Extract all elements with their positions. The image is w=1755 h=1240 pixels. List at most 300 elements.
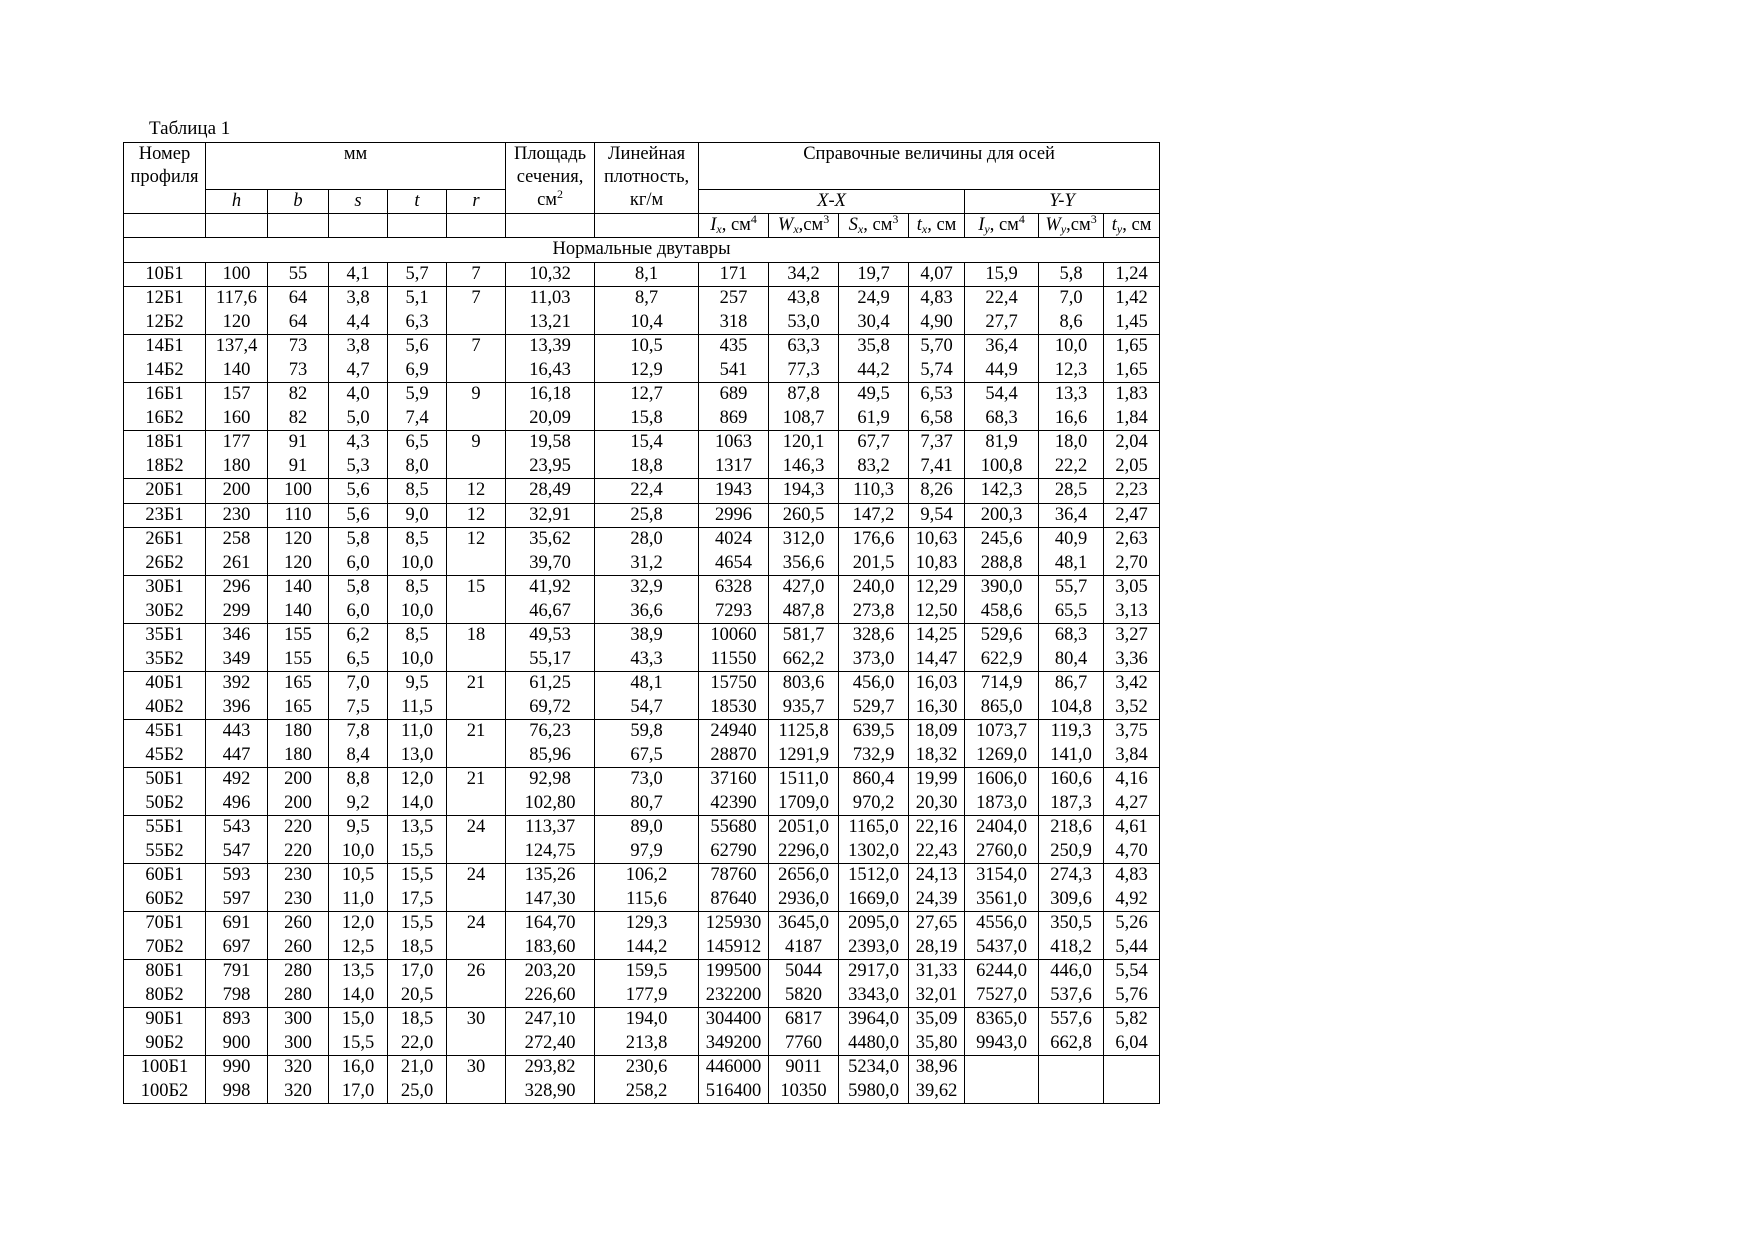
cell-value: 97,9 [630, 840, 663, 861]
cell-value: 250,9 [1050, 840, 1092, 861]
table-row [124, 335, 1160, 383]
cell-value: 14,47 [915, 648, 958, 669]
cell-t [388, 720, 447, 768]
cell-value: 1291,9 [778, 744, 829, 765]
cell-value: 10,32 [529, 263, 571, 284]
cell-value: 4,83 [920, 288, 953, 308]
cell-value: 19,58 [529, 432, 571, 452]
section-title: Нормальные двутавры [124, 238, 1160, 263]
cell-value: 2051,0 [778, 817, 829, 837]
cell-value: 135,26 [524, 865, 576, 885]
cell-value: 35Б2 [145, 648, 184, 669]
cell-value: 22,0 [400, 1032, 434, 1053]
cell-value: 4,4 [346, 311, 370, 332]
cell-value: 2404,0 [976, 817, 1027, 837]
cell-profiles [124, 431, 206, 479]
cell-value: 320 [284, 1080, 312, 1101]
cell-value: 61,9 [857, 407, 890, 428]
cell-wx [769, 672, 839, 720]
cell-b [268, 768, 329, 816]
cell-value: 1,42 [1115, 288, 1148, 308]
cell-value: 541 [719, 359, 748, 380]
cell-value: 296 [222, 577, 251, 597]
cell-sx [839, 576, 909, 624]
cell-value: 3,84 [1115, 744, 1148, 765]
cell-value: 273,8 [852, 600, 895, 621]
cell-h [206, 576, 268, 624]
cell-iy [965, 528, 1039, 576]
cell-value: 547 [222, 840, 251, 861]
cell-density [595, 1008, 699, 1056]
cell-value: 35,62 [529, 529, 571, 549]
cell-ix [699, 431, 769, 479]
cell-value: 36,4 [985, 336, 1018, 356]
cell-wx [769, 768, 839, 816]
cell-density [595, 335, 699, 383]
header-mm: мм [206, 143, 506, 190]
cell-value: 7760 [785, 1032, 823, 1053]
cell-value: 492 [222, 769, 251, 789]
cell-value: 104,8 [1050, 696, 1092, 717]
cell-r: 9 [447, 431, 506, 479]
cell-value: 4,07 [920, 263, 953, 284]
cell-h [206, 503, 268, 528]
cell-value: 312,0 [782, 529, 825, 549]
cell-wx [769, 431, 839, 479]
cell-value: 516400 [705, 1080, 762, 1101]
cell-value: 5820 [785, 984, 823, 1005]
cell-value: 36,4 [1054, 504, 1088, 525]
cell-ix [699, 262, 769, 287]
cell-profiles [124, 624, 206, 672]
cell-value: 232200 [705, 984, 762, 1005]
cell-value: 7,0 [346, 673, 370, 693]
cell-value: 54,4 [985, 384, 1018, 404]
cell-s [329, 912, 388, 960]
cell-profiles [124, 528, 206, 576]
cell-ty [1104, 431, 1160, 479]
cell-sx [839, 503, 909, 528]
cell-value: 7293 [715, 600, 753, 621]
cell-tx [909, 528, 965, 576]
cell-value: 26Б2 [145, 552, 184, 573]
table-row [124, 1008, 1160, 1056]
cell-value: 998 [222, 1080, 251, 1101]
cell-ix [699, 624, 769, 672]
cell-value: 5,76 [1115, 984, 1148, 1005]
cell-value: 4,7 [346, 359, 370, 380]
cell-wy [1039, 1056, 1104, 1104]
cell-density [595, 1056, 699, 1104]
header-axis-xx: X-X [699, 190, 965, 214]
cell-ix [699, 479, 769, 504]
cell-ix [699, 503, 769, 528]
cell-h [206, 383, 268, 431]
cell-value: 4024 [715, 529, 753, 549]
cell-value: 43,8 [787, 288, 820, 308]
cell-ix [699, 576, 769, 624]
cell-value: 18Б1 [145, 432, 184, 452]
cell-s [329, 624, 388, 672]
cell-value: 304400 [705, 1009, 762, 1029]
cell-tx [909, 503, 965, 528]
cell-area [506, 768, 595, 816]
cell-value: 662,8 [1050, 1032, 1092, 1053]
cell-value: 32,91 [529, 504, 571, 525]
cell-s [329, 383, 388, 431]
header-iy: $I_y$, $см^4$ [965, 214, 1039, 238]
cell-t [388, 912, 447, 960]
cell-ix [699, 912, 769, 960]
cell-iy [965, 768, 1039, 816]
cell-value: 280 [284, 984, 312, 1005]
cell-h [206, 720, 268, 768]
cell-value: 213,8 [625, 1032, 668, 1053]
table-row [124, 672, 1160, 720]
header-area: Площадь сечения, $см^2$ [506, 143, 595, 214]
cell-value: 328,90 [524, 1080, 576, 1101]
cell-value: 230,6 [625, 1057, 668, 1077]
cell-ix [699, 816, 769, 864]
cell-value: 27,65 [915, 913, 958, 933]
cell-value: 18,0 [1054, 432, 1088, 452]
cell-value: 10,5 [630, 336, 663, 356]
cell-ty [1104, 335, 1160, 383]
cell-tx [909, 672, 965, 720]
cell-value: 13,39 [529, 336, 571, 356]
cell-value: 258 [222, 529, 251, 549]
cell-s [329, 816, 388, 864]
cell-value: 529,7 [852, 696, 895, 717]
cell-value: 2,04 [1115, 432, 1148, 452]
cell-value: 10Б1 [145, 263, 184, 284]
cell-value: 10,0 [400, 600, 434, 621]
cell-value: 24,13 [915, 865, 958, 885]
header-ty: $t_y$, см [1104, 214, 1160, 238]
cell-value: 115,6 [626, 888, 668, 909]
cell-value: 165 [284, 673, 312, 693]
table-row [124, 1056, 1160, 1104]
cell-value: 447 [222, 744, 251, 765]
cell-density [595, 479, 699, 504]
cell-value: 6,04 [1115, 1032, 1148, 1053]
cell-h [206, 960, 268, 1008]
cell-ix [699, 287, 769, 335]
cell-value: 11,03 [529, 288, 571, 308]
cell-value: 17,5 [400, 888, 434, 909]
cell-value: 15,8 [630, 407, 663, 428]
cell-tx [909, 1008, 965, 1056]
cell-value: 318 [719, 311, 748, 332]
cell-value: 10,63 [915, 529, 958, 549]
cell-value: 1,65 [1115, 336, 1148, 356]
cell-r: 24 [447, 816, 506, 864]
cell-value: 13,21 [529, 311, 571, 332]
cell-value: 44,9 [985, 359, 1018, 380]
cell-b [268, 816, 329, 864]
cell-h [206, 864, 268, 912]
cell-value: 5234,0 [848, 1057, 899, 1077]
cell-value: 160 [222, 407, 251, 428]
cell-value: 6,53 [920, 384, 953, 404]
cell-sx [839, 1008, 909, 1056]
cell-wy [1039, 503, 1104, 528]
cell-value: 803,6 [782, 673, 825, 693]
cell-value: 20,5 [400, 984, 434, 1005]
cell-value: 8,4 [346, 744, 370, 765]
cell-value: 87,8 [787, 384, 820, 404]
table-row [124, 864, 1160, 912]
cell-iy [965, 864, 1039, 912]
cell-value: 35,80 [915, 1032, 958, 1053]
cell-profiles [124, 576, 206, 624]
cell-value: 40Б2 [145, 696, 184, 717]
cell-value: 11,0 [342, 888, 374, 909]
cell-sx [839, 528, 909, 576]
cell-value: 4,1 [346, 263, 370, 284]
cell-value: 10,0 [400, 648, 434, 669]
cell-h [206, 624, 268, 672]
cell-t [388, 479, 447, 504]
cell-value: 49,5 [857, 384, 890, 404]
cell-profiles [124, 768, 206, 816]
cell-value: 16Б1 [145, 384, 184, 404]
cell-value: 2996 [715, 504, 753, 525]
cell-value: 9,5 [346, 817, 370, 837]
cell-b [268, 1056, 329, 1104]
cell-value: 59,8 [630, 721, 663, 741]
cell-area [506, 431, 595, 479]
cell-value: 15,0 [341, 1009, 375, 1029]
cell-iy [965, 672, 1039, 720]
cell-tx [909, 960, 965, 1008]
cell-value: 3,75 [1115, 721, 1148, 741]
cell-value: 40Б1 [145, 673, 184, 693]
empty-cell [595, 214, 699, 238]
cell-value: 20Б1 [145, 480, 184, 500]
cell-value: 18Б2 [145, 455, 184, 476]
cell-value: 19,99 [915, 769, 958, 789]
cell-value: 8,6 [1059, 311, 1083, 332]
cell-value: 1269,0 [976, 744, 1027, 765]
cell-value: 18,32 [915, 744, 958, 765]
cell-value: 200,3 [980, 504, 1023, 525]
cell-value: 4187 [785, 936, 823, 957]
cell-s [329, 864, 388, 912]
cell-value: 24,39 [915, 888, 958, 909]
cell-value: 70Б2 [145, 936, 184, 957]
cell-h [206, 912, 268, 960]
cell-value: 40,9 [1054, 529, 1088, 549]
cell-s [329, 335, 388, 383]
cell-value: 8,5 [405, 480, 429, 500]
cell-h [206, 816, 268, 864]
cell-value: 194,0 [625, 1009, 668, 1029]
cell-value: 113,37 [524, 817, 576, 837]
cell-value: 10,5 [341, 865, 375, 885]
cell-value: 5,8 [346, 577, 370, 597]
cell-value: 6817 [785, 1009, 823, 1029]
header-dim-s: s [329, 190, 388, 214]
cell-wx [769, 262, 839, 287]
cell-value: 18,8 [630, 455, 663, 476]
cell-value: 90Б1 [145, 1009, 184, 1029]
cell-area [506, 528, 595, 576]
cell-value: 53,0 [787, 311, 820, 332]
cell-value: 4654 [715, 552, 753, 573]
cell-area [506, 960, 595, 1008]
cell-value: 87640 [710, 888, 757, 909]
cell-area [506, 262, 595, 287]
cell-wx [769, 720, 839, 768]
cell-value: 3,42 [1115, 673, 1148, 693]
table-row [124, 287, 1160, 335]
cell-value: 18,5 [400, 936, 434, 957]
cell-wx [769, 335, 839, 383]
cell-area [506, 912, 595, 960]
table-row [124, 624, 1160, 672]
cell-sx [839, 431, 909, 479]
cell-value: 2,47 [1115, 504, 1148, 525]
cell-value: 396 [222, 696, 251, 717]
cell-value: 12,50 [915, 600, 958, 621]
cell-value: 390,0 [980, 577, 1023, 597]
table-caption: Таблица 1 [149, 118, 231, 139]
table-row [124, 576, 1160, 624]
cell-value: 435 [719, 336, 748, 356]
cell-value: 38,9 [630, 625, 663, 645]
cell-value: 218,6 [1050, 817, 1092, 837]
cell-wy [1039, 960, 1104, 1008]
cell-value: 102,80 [524, 792, 576, 813]
cell-value: 83,2 [857, 455, 890, 476]
cell-value: 2917,0 [848, 961, 899, 981]
cell-sx [839, 479, 909, 504]
cell-value: 5,82 [1115, 1009, 1148, 1029]
header-dim-b: b [268, 190, 329, 214]
cell-value: 14,25 [915, 625, 958, 645]
empty-cell [506, 214, 595, 238]
cell-wx [769, 503, 839, 528]
cell-value: 1669,0 [848, 888, 899, 909]
cell-value: 17,0 [341, 1080, 375, 1101]
cell-value: 4,16 [1115, 769, 1148, 789]
cell-value: 110,3 [853, 480, 895, 500]
cell-iy [965, 1008, 1039, 1056]
cell-value: 697 [222, 936, 251, 957]
cell-value: 157 [222, 384, 251, 404]
cell-value: 100 [284, 480, 312, 500]
cell-value: 356,6 [782, 552, 825, 573]
cell-value: 1,84 [1115, 407, 1148, 428]
cell-value: 1317 [715, 455, 753, 476]
cell-area [506, 503, 595, 528]
cell-value: 164,70 [524, 913, 576, 933]
header-dim-r: r [447, 190, 506, 214]
header-axis-yy: Y-Y [965, 190, 1160, 214]
cell-b [268, 960, 329, 1008]
cell-r: 7 [447, 287, 506, 335]
cell-ty [1104, 479, 1160, 504]
cell-value: 28,49 [529, 480, 571, 500]
cell-value: 16,6 [1054, 407, 1088, 428]
cell-t [388, 672, 447, 720]
cell-value: 81,9 [985, 432, 1018, 452]
cell-iy [965, 960, 1039, 1008]
cell-value: 120 [284, 552, 312, 573]
cell-value: 31,2 [630, 552, 663, 573]
cell-value: 11,0 [401, 721, 433, 741]
cell-area [506, 479, 595, 504]
cell-value: 142,3 [980, 480, 1023, 500]
cell-value: 15,5 [341, 1032, 375, 1053]
cell-ix [699, 1056, 769, 1104]
cell-wx [769, 1056, 839, 1104]
cell-value: 110 [284, 504, 312, 525]
cell-value: 7,41 [920, 455, 953, 476]
cell-wy [1039, 816, 1104, 864]
cell-value: 144,2 [625, 936, 668, 957]
cell-ix [699, 864, 769, 912]
cell-area [506, 624, 595, 672]
header-tx: $t_x$, см [909, 214, 965, 238]
cell-value: 48,1 [1054, 552, 1088, 573]
cell-value: 14,0 [400, 792, 434, 813]
cell-value: 60Б1 [145, 865, 184, 885]
cell-value: 7,4 [405, 407, 429, 428]
cell-profiles [124, 672, 206, 720]
cell-value: 37160 [710, 769, 757, 789]
cell-value: 257 [719, 288, 748, 308]
cell-wy [1039, 528, 1104, 576]
cell-value: 28,0 [630, 529, 663, 549]
cell-value: 8365,0 [976, 1009, 1027, 1029]
cell-value: 124,75 [524, 840, 576, 861]
cell-value: 1073,7 [976, 721, 1027, 741]
cell-area [506, 720, 595, 768]
cell-value: 67,5 [630, 744, 663, 765]
cell-value: 100Б1 [140, 1057, 189, 1077]
cell-ty [1104, 1008, 1160, 1056]
cell-density [595, 576, 699, 624]
cell-sx [839, 912, 909, 960]
cell-iy [965, 1056, 1039, 1104]
cell-value: 165 [284, 696, 312, 717]
cell-value: 9,54 [920, 504, 953, 525]
cell-sx [839, 262, 909, 287]
cell-value: 82 [288, 384, 308, 404]
cell-ix [699, 335, 769, 383]
cell-sx [839, 720, 909, 768]
cell-iy [965, 912, 1039, 960]
cell-value: 68,3 [985, 407, 1018, 428]
cell-wx [769, 816, 839, 864]
cell-value: 30Б1 [145, 577, 184, 597]
cell-value: 1063 [715, 432, 753, 452]
cell-iy [965, 262, 1039, 287]
cell-wy [1039, 335, 1104, 383]
cell-wy [1039, 383, 1104, 431]
cell-iy [965, 383, 1039, 431]
cell-value: 180 [284, 744, 312, 765]
cell-value: 180 [222, 455, 251, 476]
cell-value: 230 [222, 504, 251, 525]
header-reference: Справочные величины для осей [699, 143, 1160, 190]
cell-s [329, 768, 388, 816]
cell-wy [1039, 1008, 1104, 1056]
cell-ix [699, 1008, 769, 1056]
cell-value: 55 [288, 263, 308, 284]
